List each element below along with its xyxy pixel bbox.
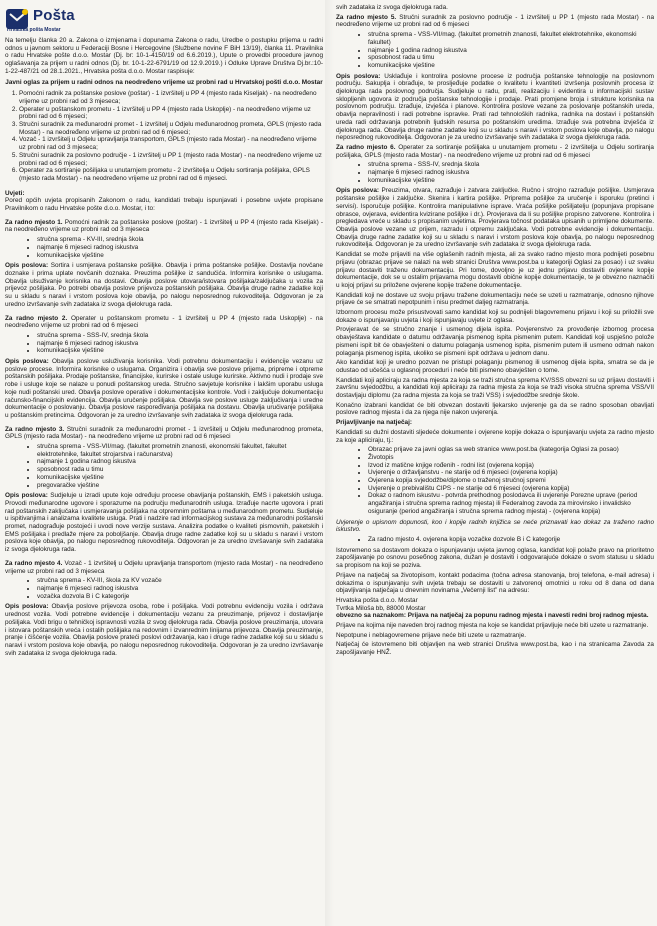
- requirement-item: • stručna sprema - SSS-IV, srednja škola: [368, 161, 654, 169]
- doc-item: • Za radno mjesto 4. ovjerena kopija vozačke dozvole B i C kategorije: [368, 536, 654, 544]
- job-4-desc-title: Opis poslova:: [5, 603, 49, 611]
- docs-title: [336, 419, 654, 427]
- job-1-title: Za radno mjesto 1.: [5, 218, 63, 226]
- requirement-item: • stručna sprema - KV-III, srednja škola: [37, 236, 323, 244]
- job-2-title: Za radno mjesto 2.: [5, 314, 68, 322]
- requirement-item: • najmanje 1 godina radnog iskustva: [37, 458, 323, 466]
- job-1-desc-text: Sortira i usmjerava poštanske pošiljke. Obavlja i prima poštanske pošiljke. Dostavlja novčane doznake i prima uplate novčanih doznaka. Preuzima pošiljke iz sandučića. Informira korisnike o uslugama. Obavlja ulsuživanje korisnika na dostavi. Obavlja poslove utovara/istovara pošiljaka/zaključaka u vozila za prijevoz pošiljaka. Po potrebi obavlja poslove prijevoza poštanskih pošiljaka. Obavlja druge radne zadatke koji su u skladu s naravi i vrstom poslova koje obavlja, po nalogu neposrednog rukovoditelja. Odgovoran je za uredno izvršavanje svih zadataka iz svoga djelokruga rada.: [5, 262, 323, 308]
- job-2-desc-text: Obavlja poslove usluživanja korisnika. Vodi potrebnu dokumentaciju i evidencije vezanu uz poslove procese. Informira korisnike o uslugama. Organizira i obavlja sve poslove prijema, pripreme i otpreme poštanskih pošiljaka. Prodaje poštanske, financijske, kurirske i ostale usluge kurirske. Aktivno nudi i prodaje sve robe i usluge koje se nalaze u ponudi poštanskog ureda. Stručno savjetuje korisnike i lakšim uporabu usluga koje nudi poštanski ured. Obavlja poslove operative i dokumentacijske kontrole. Vodi i zaključuje dokumentaciju računsko-financijskih evidencija. Obavlja uručenje pošiljaka. Obavlja sve poslove usluge zaključivanja i uredne dokumentacije o poslovanju. Obavlja poslove raspoređivanja pošiljaka na dostavu. Obavlja uručivanje pošiljaka u poštanskim pretincima. Odgovoran je za uredno izvršavanje svih zadataka iz svoga djelokruga rada.: [5, 358, 323, 419]
- requirement-item: • najmanje 1 godina radnog iskustva: [368, 47, 654, 55]
- job-1-line: [5, 219, 323, 234]
- job-4-title: Za radno mjesto 4.: [5, 559, 63, 567]
- requirement-item: • komunikacijske vještine: [37, 347, 323, 355]
- job-2-text: Operater u poštanskom prometu - 1 izvršitelj u PP 4 (mjesto rada Uskoplje) - na neodređeno vrijeme uz probni rad od 6 mjeseci: [5, 314, 323, 330]
- kv-paragraph: Kandidati koji apliciraju za radna mjesta za koja se traži stručna sprema KV/SSS obvezni su uz prijavu dostaviti i završnu svjedodžbu, a kandidati koji apliciraju za radna mjesta za koja se traži visoka stručna sprema VSS/VII dostavljaju diplomu (za radna mjesta za koja se traži VSS) i svjedodžbe srednje škole.: [336, 376, 654, 400]
- job-1-description: [5, 262, 323, 308]
- job-4-requirements: [5, 577, 323, 600]
- address-block: [336, 597, 654, 612]
- uvjeti-title: Uvjeti:: [5, 189, 25, 197]
- requirement-item: • najmanje 6 mjeseci radnog iskustva: [368, 169, 654, 177]
- job-3-description: [5, 492, 323, 554]
- oglas-heading: Javni oglas za prijem u radni odnos na neodređeno vrijeme uz probni rad u Hrvatskoj pošti d.o.o. Mostar: [5, 78, 323, 86]
- job-2-description: [5, 358, 323, 420]
- job-3-line: [5, 426, 323, 441]
- job-2-line: [5, 315, 323, 330]
- uvjeti-text: Pored općih uvjeta propisanih Zakonom o radu, kandidati trebaju ispunjavati i posebne uvjete propisane Pravilnikom o radu Hrvatske pošte d.o.o. Mostar, i to:: [5, 197, 323, 213]
- job-5-line: [336, 14, 654, 29]
- job-2-desc-title: Opis poslova:: [5, 358, 49, 366]
- job-5-text: Stručni suradnik za poslovno područje - 1 izvršitelj u PP 1 (mjesto rada Mostar) - na neodređeno vrijeme uz probni rad od 6 mjeseci: [336, 13, 654, 29]
- job-4-text: Vozač - 1 izvršitelj u Odjelu upravljanja transportom (mjesto rada Mostar) - na neodređeno vrijeme uz probni rad od 3 mjeseca: [5, 559, 323, 575]
- job-3-text: Stručni suradnik za međunarodni promet - 1 izvršitelj u Odjelu međunarodnog prometa, GPLS (mjesto rada Mostar) - na neodređeno vrijeme uz probni rad od 6 mjeseci: [5, 425, 323, 441]
- doc-item: • Izvod iz matične knjige rođenih - rodni list (ovjerena kopija): [368, 462, 654, 470]
- job-6-text: Operater za sortiranje pošiljaka u unutarnjem prometu - 2 izvršitelja u Odjelu sortiranja pošiljaka, GPLS (mjesto rada Mostar) - na neodređeno vrijeme uz probni rad od 6 mjeseci: [336, 143, 654, 159]
- docs-note: [336, 519, 654, 534]
- requirement-item: • stručna sprema - SSS-IV, srednja škola: [37, 332, 323, 340]
- requirement-item: • komunikacijske vještine: [368, 177, 654, 185]
- job-5-title: Za radno mjesto 5.: [336, 13, 397, 21]
- job-3-title: Za radno mjesto 3.: [5, 425, 65, 433]
- job-1-desc-title: Opis poslova:: [5, 262, 49, 270]
- right-column: [336, 4, 654, 918]
- untimely-paragraph: Nepotpune i neblagovremene prijave neće biti uzete u razmatranje.: [336, 631, 527, 639]
- job-3-desc-title: Opis poslova:: [5, 492, 48, 500]
- requirement-item: • stručna sprema - VSS-VII/mag. (fakultet prometnih znanosti, fakultet elektrotehnike, ekonomski fakultet): [368, 31, 654, 46]
- requirement-item: • komunikacijske vještine: [37, 252, 323, 260]
- job-6-requirements: [336, 161, 654, 184]
- job-6-desc-title: Opis poslova:: [336, 187, 380, 195]
- job-3-desc-text: Sudjeluje u izradi upute koje određuju procese obavljanja poštanskih, EMS i paketskih usluga. Provodi međunarodne ugovore i sporazume na području međunarodnih usluga. Izrađuje nacrte ugovora i prati rad poštanskih zaključaka i usmjeravanja pošiljaka na otpremnim poštama u međunarodnom prometu. Sudjeluje u ispitivanjima i analizama kvalitete usluga. Prati i nadzire rad informacijskog sustava za međunarodni poštanski promet, nadograđuje postojeći i uvodi nove verzije sustava. Analizira podatke o kvaliteti pismovnih, paketskih i EMS pošiljaka i predlaže mjere za poboljšanje. Obavlja druge radne zadatke koji su u skladu s naravi i vrstom poslova koje obavlja, po nalogu neposrednog rukovoditelja. Odgovoran je za uredno izvršavanje svih zadataka iz svoga djelokruga rada.: [5, 492, 323, 554]
- commission-paragraph: Izbornom procesu može prisustvovati samo kandidat koji su podnijeli blagovremenu prijavu i koji su priložili sve dokaze o ispunjavanju uvjeta i koji ispunjavaju uvjete iz oglasa.: [336, 309, 654, 324]
- late-paragraph: Prijave na kojima nije naveden broj radnog mjesta na koje se kandidat prijavljuje neće biti uzete u razmatranje.: [336, 622, 649, 630]
- job-6-line: [336, 144, 654, 159]
- doc-item: • Ovjerena kopija svjedodžbe/diplome o traženoj stručnoj spremi: [368, 477, 654, 485]
- address-line-2: Tvrtka Miloša bb, 88000 Mostar: [336, 604, 426, 612]
- intro-paragraph: Na temelju članka 20 a. Zakona o izmjenama i dopunama Zakona o radu, Uredbe o postupku prijema u radni odnos u javnom sektoru u Federaciji Bosne i Hercegovine (Službene novine F BiH 13/19), članka 11. Pravilnika o radu Hrvatske pošte d.o.o. Mostar (Dj. br: 10-1-4150/19 od 6.6.2019.), Uputе o provedbi procedure javnog oglašavanja za prijem u radni odnos (Dj. br. 10-1-22-6791/19 od 12.9.2019.) i Odluke Uprave Društva Dj.br.:10-1-22-487/21 od 28.1.2021., Hrvatska pošta d.o.o. Mostar raspisuje:: [5, 37, 323, 75]
- job-5-desc-text: Usklađuje i kontrolira poslovne procese iz područja poštanske tehnologije na poslovnom području. Sakuplja i obrađuje, te prosljeđuje podatke o kvalitetu i kvantiteti izvršenja poslovnih procesa iz djelokruga rada poslovnog područja. Sudjeluje u radu, prati, realizaciju i evidentira u informacijski sustav skloplјenih ugovora iz područja poštanske tehnologije i prodaje. Prati promjene broja i strukture korisnika na poslovnom području. Izrađuje, izvješća i planove. Kontrolira poslove vezane za poslovanje poštanskih ureda, obavlja nepravilnosti i radi potrebne ispravke. Prati rad tehnoloških radnika, radnika na dostavi i poštanskih ureda radi održavanja potrebnih ljudskih resursa po poštanskim uredima. Izrađuje sva potrebna izvješća iz djelokruga rada. Obavlja druge radne zadatke koji su u skladu s naravi i vrstom poslova koje obavlja, po nalogu neposrednog rukovoditelja. Odgovoran je za uredno izvršavanje svih zadataka iz svoga djelokruga rada.: [336, 72, 654, 142]
- job-4-desc-text: Obavlja poslove prijevoza osoba, robe i pošiljaka. Vodi potrebnu evidenciju vozila i održava urednost vozila. Vodi potrebne evidencije i dokumentaciju vezanu za preuzimanje, prijevoz i dostavljanje pošiljaka. Vodi brigu o tehničkoj ispravnosti vozila iz svog djelokruga rada. Obavlja poslove preuzimanja, utovara i istovara poštanskih vreća i ostalih pošiljaka na redovnim i izvanrednim linijama prijevoza. Obavlja preuzimanje, pranje i čišćenje vozila. Obavlja poslove prateći poslovi održavanja, kao i druge radne zadatke koji su u skladu s naravi i vrstom poslova koje obavlja, po nalogu neposrednog rukovoditelja. Odgovoran je za uredno izvršavanje svih zadataka iz svoga djelokruga rada.: [5, 603, 323, 657]
- position-item: 6. Operater za sortiranje pošiljaka u unutarnjem prometu - 2 izvršitelja u Odjelu sortiranja pošiljaka, GPLS (mjesto rada Mostar) - na neodređeno vrijeme uz probni rad od 6 mjeseci.: [19, 167, 323, 182]
- doc-item: • Životopis: [368, 454, 654, 462]
- originals-paragraph: Istovremeno sa dostavom dokaza o ispunjavanju uvjeta javnog oglasa, kandidat koji polaže pravo na prioritetno zapošljavanje po osnovu poseбnog zakona, dužan je dostaviti i odgovarajuće dokaze o svom statusu u skladu sa propisom na koji se poziva.: [336, 546, 654, 570]
- publish-paragraph: Natječaj će istovremeno biti objavljen na web stranici Društva www.post.ba, kao i na stranicama Zavoda za zapošljavanje HNŽ.: [336, 641, 654, 657]
- requirement-item: • najmanje 6 mjeseci radnog iskustva: [37, 585, 323, 593]
- address-line-1: Hrvatska pošta d.o.o. Mostar: [336, 596, 418, 604]
- job-4-description: [5, 603, 323, 657]
- job-2-requirements: [5, 332, 323, 355]
- job-6-description: [336, 187, 654, 249]
- job-3-requirements: [5, 443, 323, 489]
- job-6-title: Za radno mjesto 6.: [336, 143, 396, 151]
- page-fold-shadow: [325, 0, 334, 926]
- job-4-line: [5, 560, 323, 575]
- requirement-item: • sposobnost rada u timu: [37, 466, 323, 474]
- posta-logo: [5, 6, 155, 32]
- requirement-item: • komunikacijske vještine: [368, 62, 654, 70]
- job-1-text: Pomoćni radnik za poštanske poslove (poštar) - 1 izvršitelj u PP 4 (mjesto rada Kiseljak) - na neodređeno vrijeme uz probni rad od 3 mjeseca: [5, 218, 323, 234]
- docs-list: [336, 446, 654, 515]
- exam-paragraph: Provjeravat će se stručno znanje i usmenog dijela ispita. Povjerenstvo za provođenje izbornog procesa obavještava kandidate o datumu održavanja pismenog ispita pismenim putem. Kandidati koji uspješno polože pismeni ispit bit će obavješteni o datumu polaganja usmenog ispita, pismenim putem ili usmeno odmah nakon polaganja pismenog ispita, ukoliko se pismeni ispit održava u jednom danu.: [336, 326, 654, 357]
- docs-extra-list: [336, 536, 654, 544]
- requirement-item: • vozačka dozvola B i C kategorije: [37, 593, 323, 601]
- requirement-item: • najmanje 6 mjeseci radnog iskustva: [37, 340, 323, 348]
- requirement-item: • stručna sprema - VSS-VII/mag. (fakultet prometnih znanosti, ekonomski fakultet, fakultet elektrotehnike, fakultet strojarstva i računarstva): [37, 443, 323, 458]
- position-item: 5. Stručni suradnik za poslovno područje - 1 izvršitelj u PP 1 (mjesto rada Mostar) - na neodređeno vrijeme uz probni rad od 6 mjeseci;: [19, 152, 323, 167]
- fail-paragraph: Ako kandidat koji je uredno pozvan ne pristupi polaganju pismenog ili usmenog dijela ispita, smatra se da je odustao od učešća u oglasnoj proceduri i neće biti pismeno obavješten o tome.: [336, 359, 654, 374]
- positions-list: [5, 90, 323, 182]
- doc-item: • Dokaz o radnom iskustvu - potvrda prethodnog poslodavca ili uvjerenje Porezne uprave (period angažiranja i stručna sprema radnog mjesta) ili Federalnog zavoda za mirovinsko i invalidsko osiguranje (period angažiranja i stručna sprema radnog mjesta) - (ovjerena kopija): [368, 492, 654, 515]
- position-item: 3. Stručni suradnik za međunarodni promet - 1 izvršitelj u Odjelu međunarodnog prometa, GPLS (mjesto rada Mostar) - na neodređeno vrijeme uz probni rad od 6 mjeseci;: [19, 121, 323, 136]
- incomplete-paragraph: Kandidati koji ne dostave uz svoju prijavu tražene dokumentaciju neće se uzeti u razmatranje, odnosno njihove prijave će se smatrati nepotpunim i nisu predmet daljeg razmatranja.: [336, 291, 654, 307]
- medical-paragraph: Konačno izabrani kandidat će biti obvezan dostaviti ljekarsko uvjerenje ga da se radno sposoban obavljati poslove radnog mjesta i da za njega nije nakon uvjerenja.: [336, 401, 654, 417]
- position-item: 2. Operater u poštanskom prometu - 1 izvršitelj u PP 4 (mjesto rada Uskoplje) - na neodređeno vrijeme uz probni rad od 6 mjeseci;: [19, 106, 323, 121]
- docs-note-text: Uvjerenje o upisnom dopunosti, koo i kopije radnih knjižica se neće priznavati kao dokaz za traženo radno iskustvo.: [336, 518, 654, 534]
- job-1-requirements: [5, 236, 323, 259]
- doc-item: • Uvjerenje o državljanstvu - ne starije od 6 mjeseci (ovjerena kopija): [368, 469, 654, 477]
- doc-item: • Uvjerenje o prebivalištu CIPS - ne starije od 6 mjeseci (ovjerena kopija): [368, 485, 654, 493]
- apply-paragraph: Kandidat se može prijaviti na više oglašenih radnih mjesta, ali za svako radno mjesto mora podnijeti posebnu prijavu (obrazac prijave se nalazi na web stranici Društva www.post.ba u kategoriji Oglasi za posao) i uz svaku prijavu dostaviti traženu dokumentaciju. Pri tome, dovoljno je uz jednu prijavu dostaviti ovjerene kopije dokumentacije, dok se u ostalim prijavama mogu dostaviti obične kopije dokumentacije, te je obvezno naznačiti u kojoj prijavi su priložene ovjerene kopije tražene dokumentacije.: [336, 251, 654, 289]
- job-6-desc-text: Preuzima, otvara, razrađuje i zatvara zaključke. Ručno i strojno razrađuje pošiljke. Usmjerava poštanske pošiljke i zaključke. Skenira i kartira pošiljke. Priprema pošiljke za uručenje i isporuku (pretinci i servisi). Isporučuje pošiljke. Kontrolira manipulativne isprave. Vraća pošiljke pošiljatelju (popunjava propisane obrasce, ovjerava, evidentira kvizirane pošiljke i dr.). Provjerava da li su pošiljke propisno zatvorene. Kontrolira i pregledava vreće u skladu s propisanim uvjetima. Provjerava točnost podataka upisanih u primljene dokumente. Obavlja poslove vezane uz prijem, razradu i otpremu zaključaka. Vodi potrebne evidencije i dokumentaciju. Obavlja druge radne zadatke koji su u skladu s naravi i vrstom poslova koje obavlja, po nalogu neposrednog rukovoditelja. Odgovoran je za uredno izvršavanje svih zadataka iz svoga djelokruga rada.: [336, 187, 654, 249]
- requirement-item: • najmanje 6 mjeseci radnog iskustva: [37, 244, 323, 252]
- position-item: 1. Pomoćni radnik za poštanske poslove (poštar) - 1 izvršitelj u PP 4 (mjesto rada Kiseljak) - na neodređeno vrijeme uz probni rad od 3 mjeseca;: [19, 90, 323, 105]
- docs-intro: Kandidati su dužni dostaviti sljedeće dokumente i ovjerene kopije dokaza o ispunjavanju uvjeta za radno mjesto za koje apliciraju, tj.:: [336, 428, 654, 444]
- logo-subtitle: Hrvatska pošta Mostar: [7, 27, 61, 33]
- logo-name: Pošta: [33, 7, 75, 24]
- uvjeti-block: [5, 190, 323, 213]
- job-5-requirements: [336, 31, 654, 70]
- requirement-item: • stručna sprema - KV-III, škola za KV vozače: [37, 577, 323, 585]
- job-5-desc-title: Opis poslova:: [336, 72, 381, 80]
- position-item: 4. Vozač - 1 izvršitelj u Odjelu upravljanja transportom, GPLS (mjesto rada Mostar) - na neodređeno vrijeme uz probni rad od 3 mjeseca;: [19, 136, 323, 151]
- doc-item: • Obrazac prijave za javni oglas sa web stranice www.post.ba (kategorija Oglasi za posao): [368, 446, 654, 454]
- requirement-item: • komunikacijske vještine: [37, 474, 323, 482]
- deadline-paragraph: Prijave na natječaj sa životopisom, kontakt podacima (točna adresa stanovanja, broj telefona, e-mail adresa) i dokazima o ispunjavanju svih uvjeta trebaju se dostaviti u zatvorenoj omotnici u roku od 8 dana od dana objavljivanja natječaja u dnevnim novinama „Večernji list” na adresu:: [336, 571, 654, 595]
- address-note: obvezno sa naznakom: Prijava na natječaj za popunu radnog mjesta i navesti redni broj radnog mjesta.: [336, 612, 649, 620]
- job-5-description: [336, 73, 654, 142]
- continued-line: svih zadataka iz svoga djelokruga rada.: [336, 4, 448, 11]
- docs-title-text: Prijavljivanje na natječaj:: [336, 419, 413, 427]
- requirement-item: • pregovaračke vještine: [37, 482, 323, 490]
- left-column: [5, 37, 323, 917]
- requirement-item: • sposobnost rada u timu: [368, 54, 654, 62]
